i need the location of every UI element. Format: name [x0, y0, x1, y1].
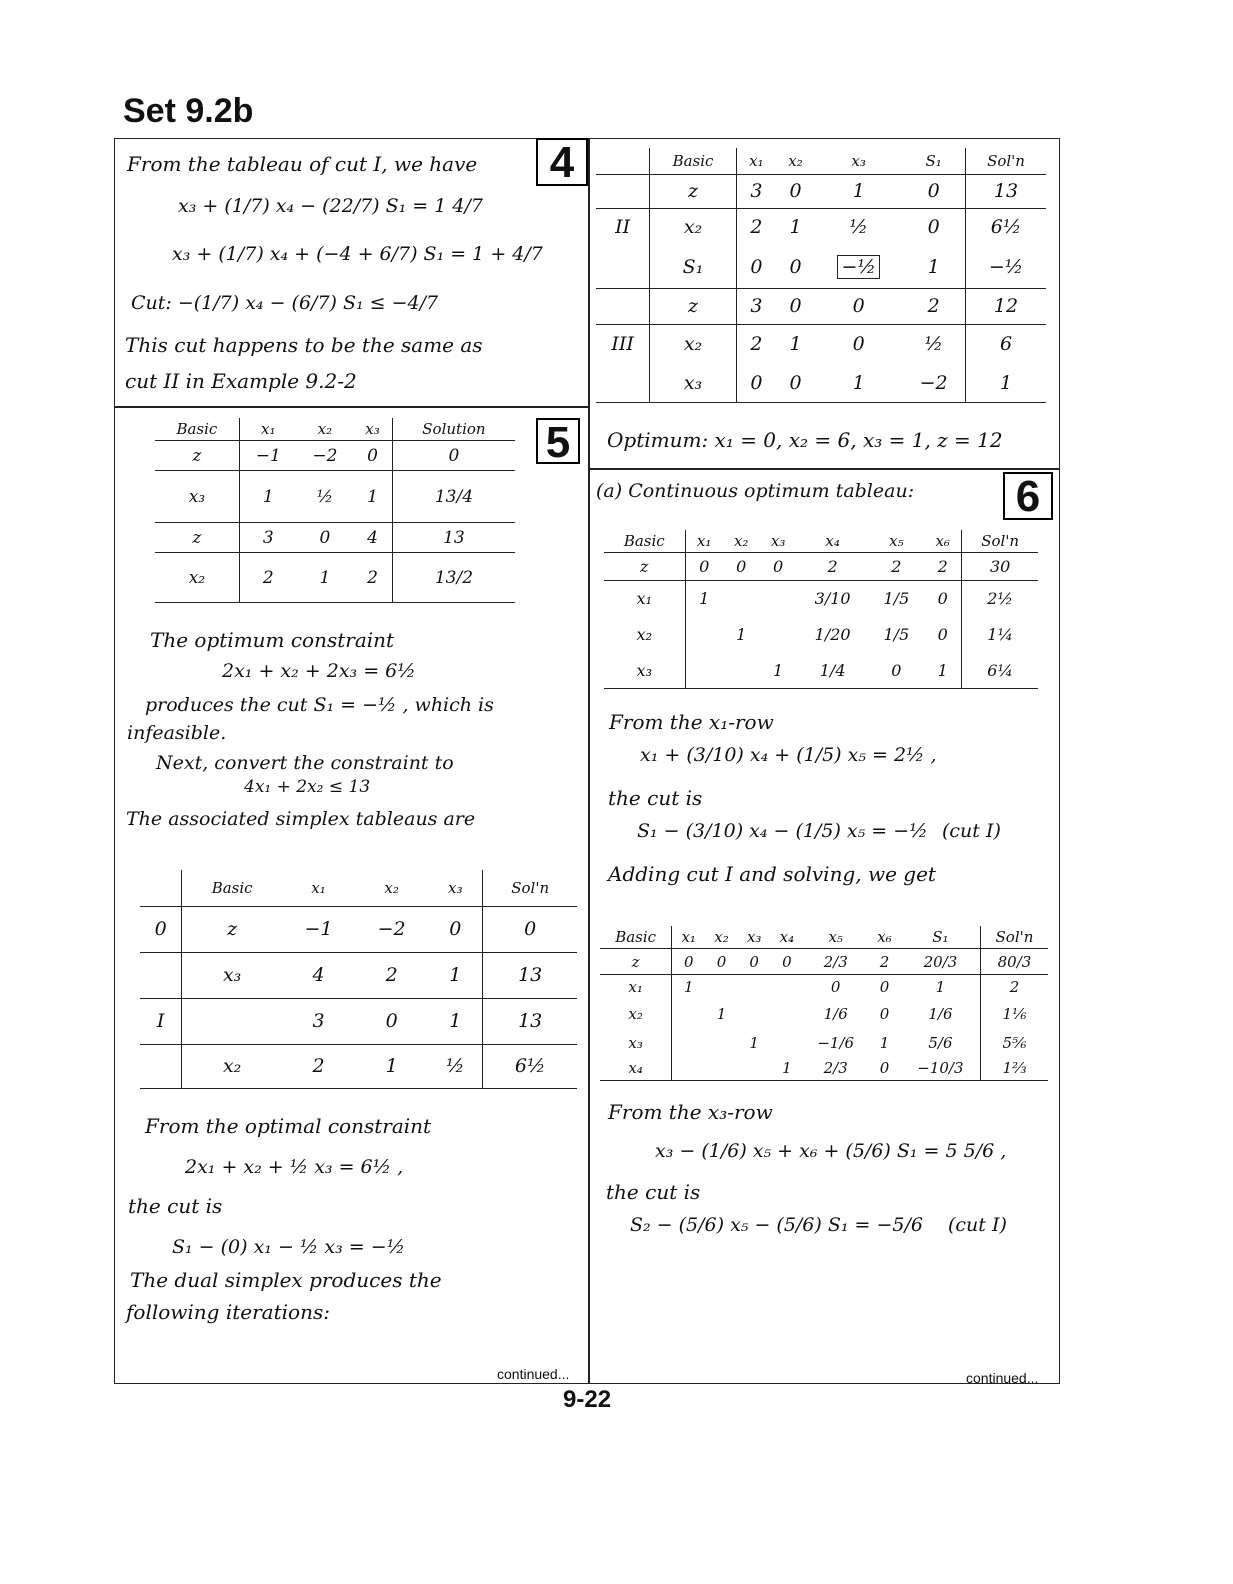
- divider-p5-p6: [588, 468, 1060, 470]
- p5t3-r3c6: 12: [966, 288, 1046, 324]
- p5t2-r2c0: I: [140, 998, 182, 1044]
- p6t2-r1c4: [771, 975, 804, 999]
- p5-text2-3: S₁ − (0) x₁ − ½ x₃ = −½: [172, 1236, 406, 1258]
- divider-p4-p5: [114, 406, 588, 408]
- p5t1-r3c0: x₂: [155, 553, 239, 603]
- p6t2-r3c3: 1: [749, 1033, 759, 1052]
- p5t3-r0c0: [596, 174, 650, 208]
- p5t3-r4c4: 0: [815, 324, 902, 364]
- p5t3-r4c6: 6: [966, 324, 1046, 364]
- p5-text1-1: 2x₁ + x₂ + 2x₃ = 6½: [222, 660, 416, 682]
- p5t2-r2c2: 3: [282, 998, 355, 1044]
- p6t2-r3c0: x₃: [628, 1033, 643, 1052]
- p5t2-r2c5: 13: [483, 998, 577, 1044]
- p5t3-r4c0: III: [596, 324, 650, 364]
- p5t2-h3: x₂: [355, 870, 428, 906]
- p5t3-r0c1: z: [650, 174, 736, 208]
- p6t2-r4c6: 0: [879, 1059, 890, 1078]
- problem-number-4: 4: [536, 138, 588, 186]
- p5t1-r0c0: z: [192, 445, 202, 466]
- p6t1-r3c5: 0: [891, 660, 902, 680]
- p6t1-r1c0: x₁: [604, 581, 685, 617]
- p5t2-r1c4: 1: [428, 952, 483, 998]
- p6t2-r4c2: [705, 1057, 738, 1081]
- p5t3-r5c0: [596, 364, 650, 402]
- p6t2-r4c4: 1: [782, 1059, 792, 1078]
- p5t2-h1: Basic: [182, 870, 282, 906]
- p5t1-r1c2: ½: [297, 471, 353, 523]
- p6t1-r2c2: 1: [736, 625, 747, 644]
- p4-line-1: From the tableau of cut I, we have: [127, 152, 478, 176]
- p5t1-r0c1: −1: [239, 441, 296, 471]
- p5-text1-3: infeasible.: [127, 722, 227, 744]
- p5-table-1: [155, 418, 515, 603]
- p5t3-h2: x₁: [736, 148, 776, 174]
- p6t1-h1: x₁: [685, 530, 723, 553]
- p5t2-r0c0: 0: [154, 918, 167, 940]
- p6-heading: (a) Continuous optimum tableau:: [596, 480, 915, 502]
- p6-text2-0: From the x₃-row: [608, 1100, 773, 1124]
- p5t1-r3c1: 2: [239, 553, 296, 603]
- p5t3-r1c6: 6½: [966, 208, 1046, 246]
- p5t2-r1c2: 4: [282, 952, 355, 998]
- p6t2-r0c1: 0: [672, 949, 705, 975]
- p5t3-r4c2: 2: [736, 324, 776, 364]
- p6t2-h6: x₆: [868, 926, 901, 949]
- problem-number-5: 5: [536, 418, 580, 464]
- p4-line-5: This cut happens to be the same as: [125, 333, 483, 357]
- p6t1-r0c5: 2: [891, 557, 902, 576]
- p5t3-r0c4: 1: [852, 180, 865, 202]
- p6t1-r0c2: 0: [736, 557, 747, 576]
- p5t3-r2c4: [815, 246, 902, 288]
- p5t1-r0c3: 0: [367, 445, 378, 466]
- p5t3-r3c3: 0: [776, 288, 815, 324]
- p6t1-r2c7: 1¼: [962, 617, 1038, 653]
- p5t3-r3c2: 3: [736, 288, 776, 324]
- p5t3-r4c3: 1: [776, 324, 815, 364]
- p5t2-r3c2: 2: [282, 1044, 355, 1088]
- p5t3-r3c4: 0: [815, 288, 902, 324]
- p5t2-r3c5: 6½: [483, 1044, 577, 1088]
- p6t1-r0c0: z: [640, 557, 649, 576]
- p4-line-3: x₃ + (1/7) x₄ + (−4 + 6/7) S₁ = 1 + 4/7: [172, 243, 543, 265]
- p5t3-r1c5: 0: [902, 208, 965, 246]
- p6t2-r0c5: 2/3: [823, 952, 848, 971]
- page-title: Set 9.2b: [123, 92, 254, 130]
- p5t2-r0c4: 0: [449, 918, 462, 940]
- p6t1-h7: Sol'n: [962, 530, 1038, 553]
- p5t1-r3c2: 1: [297, 553, 353, 603]
- p6-table-2: [600, 926, 1048, 1081]
- p5t2-r0c5: 0: [483, 906, 577, 952]
- p5t2-r1c1: x₃: [182, 952, 282, 998]
- p5t2-r0c3: −2: [377, 918, 406, 940]
- p6t2-r0c8: 80/3: [980, 949, 1048, 975]
- p5t3-h4: x₃: [815, 148, 902, 174]
- p5t1-r2c3: 4: [353, 523, 392, 553]
- p4-line-2: x₃ + (1/7) x₄ − (22/7) S₁ = 1 4/7: [178, 195, 483, 217]
- p6-table-1: [604, 530, 1038, 689]
- p6t2-r0c2: 0: [716, 952, 727, 971]
- p6t1-r1c1: 1: [685, 581, 723, 617]
- p5t3-r3c5: 2: [902, 288, 965, 324]
- p6t2-r3c7: 5/6: [928, 1033, 953, 1052]
- p6t1-r3c4: 1/4: [819, 660, 846, 680]
- p5-text2-4: The dual simplex produces the: [130, 1268, 442, 1292]
- p6-text1-4: (cut I): [942, 820, 1001, 842]
- p5t3-r1c2: 2: [736, 208, 776, 246]
- p5t3-r1c0: II: [596, 208, 650, 246]
- p4-line-4: Cut: −(1/7) x₄ − (6/7) S₁ ≤ −4/7: [131, 292, 439, 314]
- p6t2-r3c4: [771, 1029, 804, 1057]
- p5-table-3: [596, 148, 1046, 403]
- p5t3-r5c6: 1: [966, 364, 1046, 402]
- p5t1-h3: x₃: [353, 418, 392, 441]
- p6t1-h6: x₆: [924, 530, 962, 553]
- p5t3-r2c5: 1: [927, 255, 940, 278]
- p6t1-r2c4: 1/20: [814, 625, 851, 644]
- p5t3-r2c3: 0: [789, 255, 802, 278]
- p6-text2-4: (cut I): [948, 1214, 1007, 1236]
- p5t3-r0c6: 13: [966, 174, 1046, 208]
- p6t1-h5: x₅: [869, 530, 924, 553]
- p5t3-r1c1: x₂: [650, 208, 736, 246]
- p5t2-h2: x₁: [282, 870, 355, 906]
- p5t2-r3c0: [140, 1044, 182, 1088]
- p6t2-r2c0: x₂: [628, 1004, 643, 1023]
- p5t1-h2: x₂: [297, 418, 353, 441]
- p5t3-r2c0: [596, 246, 650, 288]
- p5t3-r5c2: 0: [736, 364, 776, 402]
- p5-text1-5: 4x₁ + 2x₂ ≤ 13: [244, 777, 371, 797]
- p6t1-r1c5: 1/5: [869, 581, 924, 617]
- p6t1-h0: Basic: [604, 530, 685, 553]
- p5t1-r0c4: 0: [392, 441, 515, 471]
- p6t2-r0c4: 0: [782, 952, 792, 971]
- problem-number-6: 6: [1003, 472, 1053, 520]
- p6t1-h2: x₂: [723, 530, 760, 553]
- p6-text2-2: the cut is: [606, 1180, 701, 1204]
- p5t1-h0: Basic: [155, 418, 239, 441]
- p6t2-r2c3: [738, 999, 771, 1029]
- p6t1-r0c1: 0: [685, 553, 723, 581]
- p6t2-r4c0: x₄: [628, 1059, 643, 1078]
- p6t2-r0c0: z: [631, 952, 640, 971]
- p5t3-r4c1: x₂: [650, 324, 736, 364]
- p6t2-r2c7: 1/6: [928, 1004, 953, 1023]
- p6t1-r2c5: 1/5: [883, 625, 910, 644]
- p5t1-r2c4: 13: [392, 523, 515, 553]
- p5t1-r3c3: 2: [353, 553, 392, 603]
- p5t1-r3c4: 13/2: [392, 553, 515, 603]
- p5t2-h5: Sol'n: [483, 870, 577, 906]
- p6-text2-3: S₂ − (5/6) x₅ − (5/6) S₁ = −5/6: [630, 1214, 923, 1236]
- p5-text1-4: Next, convert the constraint to: [156, 752, 454, 774]
- p5t3-h3: x₂: [776, 148, 815, 174]
- p5-text1-6: The associated simplex tableaus are: [126, 808, 476, 830]
- p6t2-h7: S₁: [901, 926, 981, 949]
- p6t2-r3c1: [672, 1029, 705, 1057]
- p5t3-h0: [596, 148, 650, 174]
- p5t3-r0c5: 0: [927, 180, 940, 202]
- p5t2-r0c1: z: [182, 906, 282, 952]
- p6-text1-0: From the x₁-row: [609, 710, 774, 734]
- p5-text2-5: following iterations:: [126, 1300, 330, 1324]
- p5t1-h4: Solution: [392, 418, 515, 441]
- column-divider: [588, 138, 590, 1384]
- p6t2-r3c6: 1: [879, 1033, 890, 1052]
- p5t3-r5c1: x₃: [650, 364, 736, 402]
- p6t1-r3c3: 1: [773, 660, 784, 680]
- p6t1-r2c0: x₂: [636, 625, 652, 644]
- p6t2-r2c5: 1/6: [823, 1004, 848, 1023]
- p5-text1-0: The optimum constraint: [150, 628, 395, 652]
- p5t2-r3c3: 1: [355, 1044, 428, 1088]
- p6-text1-3: S₁ − (3/10) x₄ − (1/5) x₅ = −½: [637, 820, 928, 842]
- p6t2-r4c8: 1⅔: [980, 1057, 1048, 1081]
- p6t2-r1c1: 1: [672, 975, 705, 999]
- continued-left: continued...: [497, 1366, 570, 1382]
- p6t2-r3c5: −1/6: [817, 1033, 855, 1052]
- p5t3-r3c1: z: [650, 288, 736, 324]
- p6t2-h8: Sol'n: [980, 926, 1048, 949]
- p5t3-r0c2: 3: [736, 174, 776, 208]
- p6t2-h0: Basic: [600, 926, 672, 949]
- p5t2-r2c4: 1: [428, 998, 483, 1044]
- p5t3-r1c4: ½: [815, 208, 902, 246]
- p6t2-r0c6: 2: [879, 952, 890, 971]
- p6t1-r3c2: [723, 653, 760, 689]
- p6t2-h1: x₁: [672, 926, 705, 949]
- p5t3-r5c4: 1: [852, 371, 865, 394]
- p5t2-r3c4: ½: [428, 1044, 483, 1088]
- p6t2-r3c8: 5⅚: [980, 1029, 1048, 1057]
- p5t1-r2c1: 3: [239, 523, 296, 553]
- p5t2-r1c0: [140, 952, 182, 998]
- p4-line-6: cut II in Example 9.2-2: [125, 369, 357, 393]
- p6t1-h4: x₄: [797, 530, 869, 553]
- p5-table-2: [140, 870, 577, 1089]
- p5t2-r0c2: −1: [304, 918, 333, 940]
- p6t2-r0c3: 0: [749, 952, 759, 971]
- p6t2-r1c7: 1: [901, 975, 981, 999]
- p6t2-h4: x₄: [771, 926, 804, 949]
- p6t2-r1c3: [738, 975, 771, 999]
- p5t2-h4: x₃: [428, 870, 483, 906]
- p6t1-r3c1: [685, 653, 723, 689]
- p5t1-r1c3: 1: [353, 471, 392, 523]
- p6t1-r0c4: 2: [827, 557, 838, 576]
- p6t1-r0c7: 30: [962, 553, 1038, 581]
- p5-optimum: Optimum: x₁ = 0, x₂ = 6, x₃ = 1, z = 12: [607, 428, 1003, 452]
- p5t3-r2c1: S₁: [650, 246, 736, 288]
- p6t1-r1c2: [723, 581, 760, 617]
- p6t2-r4c7: −10/3: [917, 1059, 964, 1078]
- p5t1-r1c4: 13/4: [392, 471, 515, 523]
- p5t3-r3c0: [596, 288, 650, 324]
- p5-text2-0: From the optimal constraint: [145, 1114, 432, 1138]
- p5t3-r2c2: 0: [736, 246, 776, 288]
- p6t2-r4c5: 2/3: [823, 1059, 848, 1078]
- p6t2-r2c1: [672, 999, 705, 1029]
- p6t2-h2: x₂: [705, 926, 738, 949]
- p5-text2-1: 2x₁ + x₂ + ½ x₃ = 6½ ,: [185, 1156, 404, 1178]
- p6t2-r2c6: 0: [879, 1004, 890, 1023]
- p5-text1-2: produces the cut S₁ = −½ , which is: [145, 694, 494, 716]
- p5t3-r5c5: −2: [919, 371, 948, 394]
- p5-text2-2: the cut is: [128, 1194, 223, 1218]
- p6t2-r4c1: [672, 1057, 705, 1081]
- p6t1-r1c4: 3/10: [797, 581, 869, 617]
- p5t3-r5c3: 0: [789, 371, 802, 394]
- p5t3-h1: Basic: [650, 148, 736, 174]
- pivot-element: −½: [837, 255, 879, 279]
- p6t1-r0c6: 2: [937, 557, 948, 576]
- p5t3-h5: S₁: [902, 148, 965, 174]
- p5t1-r1c0: x₃: [155, 471, 239, 523]
- p5t1-h1: x₁: [239, 418, 296, 441]
- p6t1-r0c3: 0: [773, 557, 784, 576]
- p6t1-r2c1: [685, 617, 723, 653]
- p6t2-h3: x₃: [738, 926, 771, 949]
- p5t2-r2c3: 0: [355, 998, 428, 1044]
- p5t2-r1c3: 2: [355, 952, 428, 998]
- p5t2-h0: [140, 870, 182, 906]
- p6t2-r3c2: [705, 1029, 738, 1057]
- continued-right: continued...: [966, 1370, 1039, 1386]
- p5t1-r2c2: 0: [297, 523, 353, 553]
- p6t2-r2c8: 1⅙: [980, 999, 1048, 1029]
- p5t3-r4c5: ½: [902, 324, 965, 364]
- p5t1-r1c1: 1: [239, 471, 296, 523]
- p6t1-h3: x₃: [760, 530, 797, 553]
- p6-text1-5: Adding cut I and solving, we get: [608, 862, 936, 886]
- p6t1-r1c6: 0: [924, 581, 962, 617]
- p5t2-r3c1: x₂: [182, 1044, 282, 1088]
- p5t2-r2c1: [182, 998, 282, 1044]
- p6t2-h5: x₅: [803, 926, 868, 949]
- p6t2-r2c2: 1: [716, 1004, 727, 1023]
- p6t2-r1c2: [705, 975, 738, 999]
- p6t1-r1c3: [760, 581, 797, 617]
- p6t2-r2c4: [771, 999, 804, 1029]
- page-number: 9-22: [563, 1386, 612, 1413]
- p6-text1-2: the cut is: [608, 786, 703, 810]
- p6t2-r1c8: 2: [980, 975, 1048, 999]
- p6t2-r1c6: 0: [868, 975, 901, 999]
- p6t2-r0c7: 20/3: [923, 952, 958, 971]
- p5t3-h6: Sol'n: [966, 148, 1046, 174]
- p6t1-r2c3: [760, 617, 797, 653]
- p6t2-r1c5: 0: [803, 975, 868, 999]
- p5t3-r0c3: 0: [789, 180, 802, 202]
- p6t2-r4c3: [738, 1057, 771, 1081]
- p6t1-r1c7: 2½: [962, 581, 1038, 617]
- p5t1-r0c2: −2: [312, 445, 338, 466]
- p5t3-r1c3: 1: [776, 208, 815, 246]
- p6-text1-1: x₁ + (3/10) x₄ + (1/5) x₅ = 2½ ,: [640, 744, 937, 766]
- p5t3-r2c6: −½: [966, 246, 1046, 288]
- p6-text2-1: x₃ − (1/6) x₅ + x₆ + (5/6) S₁ = 5 5/6 ,: [655, 1140, 1007, 1162]
- p5t1-r2c0: z: [155, 523, 239, 553]
- p6t1-r3c6: 1: [937, 660, 948, 680]
- p5t2-r1c5: 13: [483, 952, 577, 998]
- p6t1-r3c0: x₃: [636, 660, 652, 680]
- p6t1-r3c7: 6¼: [962, 653, 1038, 689]
- p6t2-r1c0: x₁: [600, 975, 672, 999]
- p6t1-r2c6: 0: [937, 625, 948, 644]
